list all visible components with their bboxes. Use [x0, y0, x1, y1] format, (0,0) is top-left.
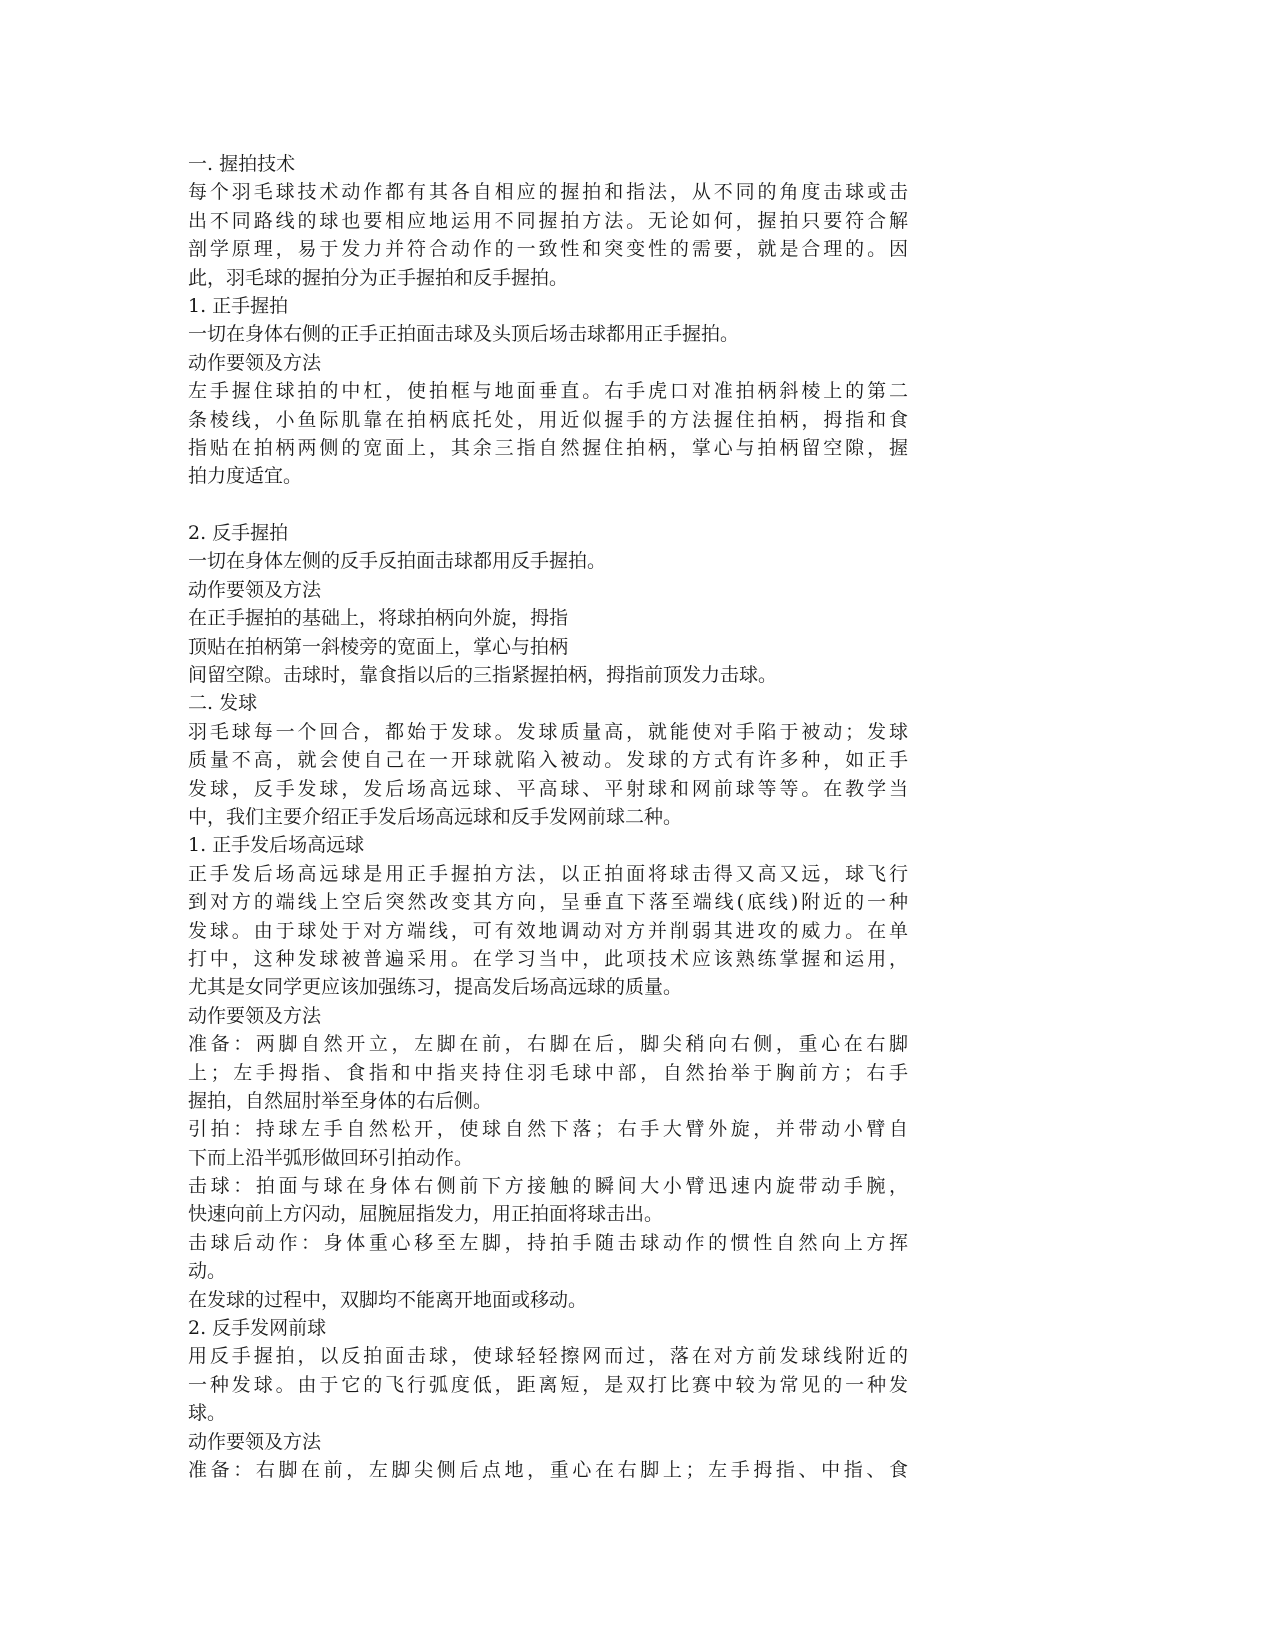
text-line: 一切在身体左侧的反手反拍面击球都用反手握拍。: [188, 550, 607, 573]
text-line: 准备：右脚在前，左脚尖侧后点地，重心在右脚上；左手拇指、中指、食: [188, 1458, 908, 1481]
text-line: 击球后动作：身体重心移至左脚，持拍手随击球动作的惯性自然向上方挥: [188, 1231, 908, 1254]
text-line: 正手发后场高远球是用正手握拍方法，以正拍面将球击得又高又远，球飞行: [188, 862, 908, 885]
text-line: 羽毛球每一个回合，都始于发球。发球质量高，就能使对手陷于被动；发球: [188, 720, 908, 743]
text-line: 下而上沿半弧形做回环引拍动作。: [188, 1146, 474, 1169]
text-line: 间留空隙。击球时，靠食指以后的三指紧握拍柄，拇指前顶发力击球。: [188, 664, 778, 687]
text-line: 发球，反手发球，发后场高远球、平高球、平射球和网前球等等。在教学当: [188, 777, 908, 800]
text-line: 1. 正手握拍: [188, 294, 289, 317]
text-line: 动。: [188, 1260, 227, 1283]
text-line: 动作要领及方法: [188, 578, 322, 601]
text-line: 动作要领及方法: [188, 351, 322, 374]
text-line: 握拍，自然屈肘举至身体的右后侧。: [188, 1089, 493, 1112]
text-line: 出不同路线的球也要相应地运用不同握拍方法。无论如何，握拍只要符合解: [188, 209, 908, 232]
text-line: 准备：两脚自然开立，左脚在前，右脚在后，脚尖稍向右侧，重心在右脚: [188, 1033, 908, 1056]
text-line: 顶贴在拍柄第一斜棱旁的宽面上，掌心与拍柄: [188, 635, 569, 658]
text-line: 一切在身体右侧的正手正拍面击球及头顶后场击球都用正手握拍。: [188, 323, 740, 346]
text-line: 指贴在拍柄两侧的宽面上，其余三指自然握住拍柄，掌心与拍柄留空隙，握: [188, 436, 908, 459]
text-line: 每个羽毛球技术动作都有其各自相应的握拍和指法，从不同的角度击球或击: [188, 181, 908, 204]
text-line: 在正手握拍的基础上，将球拍柄向外旋，拇指: [188, 607, 569, 630]
text-line: 引拍：持球左手自然松开，使球自然下落；右手大臂外旋，并带动小臂自: [188, 1118, 908, 1141]
text-line: 一. 握拍技术: [188, 153, 296, 175]
text-line: 打中，这种发球被普遍采用。在学习当中，此项技术应该熟练掌握和运用，: [188, 947, 908, 970]
text-line: 击球：拍面与球在身体右侧前下方接触的瞬间大小臂迅速内旋带动手腕，: [188, 1175, 908, 1198]
text-line: 尤其是女同学更应该加强练习，提高发后场高远球的质量。: [188, 976, 683, 999]
text-line: 一种发球。由于它的飞行弧度低，距离短，是双打比赛中较为常见的一种发: [188, 1373, 908, 1396]
text-line: 动作要领及方法: [188, 1004, 322, 1027]
text-line: 拍力度适宜。: [188, 465, 303, 488]
text-line: 2. 反手发网前球: [188, 1317, 327, 1340]
text-line: 球。: [188, 1402, 227, 1425]
text-line: 用反手握拍，以反拍面击球，使球轻轻擦网而过，落在对方前发球线附近的: [188, 1345, 908, 1368]
text-line: 2. 反手握拍: [188, 522, 289, 545]
text-line: 动作要领及方法: [188, 1430, 322, 1453]
text-line: 1. 正手发后场高远球: [188, 834, 365, 857]
text-line: 左手握住球拍的中杠，使拍框与地面垂直。右手虎口对准拍柄斜棱上的第二: [188, 380, 908, 403]
text-line: 在发球的过程中，双脚均不能离开地面或移动。: [188, 1288, 588, 1311]
text-line: 二. 发球: [188, 692, 258, 715]
text-line: 快速向前上方闪动，屈腕屈指发力，用正拍面将球击出。: [188, 1203, 664, 1226]
text-line: 质量不高，就会使自己在一开球就陷入被动。发球的方式有许多种，如正手: [188, 749, 908, 772]
text-line: 条棱线，小鱼际肌靠在拍柄底托处，用近似握手的方法握住拍柄，拇指和食: [188, 408, 908, 431]
text-line: 中，我们主要介绍正手发后场高远球和反手发网前球二种。: [188, 805, 683, 828]
text-line: 上；左手拇指、食指和中指夹持住羽毛球中部，自然抬举于胸前方；右手: [188, 1061, 908, 1084]
text-line: 到对方的端线上空后突然改变其方向，呈垂直下落至端线(底线)附近的一种: [188, 891, 908, 914]
text-line: [188, 491, 908, 519]
text-line: 剖学原理，易于发力并符合动作的一致性和突变性的需要，就是合理的。因: [188, 238, 908, 261]
text-line: 发球。由于球处于对方端线，可有效地调动对方并削弱其进攻的威力。在单: [188, 919, 908, 942]
document-body: [188, 150, 908, 1484]
text-line: 此，羽毛球的握拍分为正手握拍和反手握拍。: [188, 266, 569, 289]
